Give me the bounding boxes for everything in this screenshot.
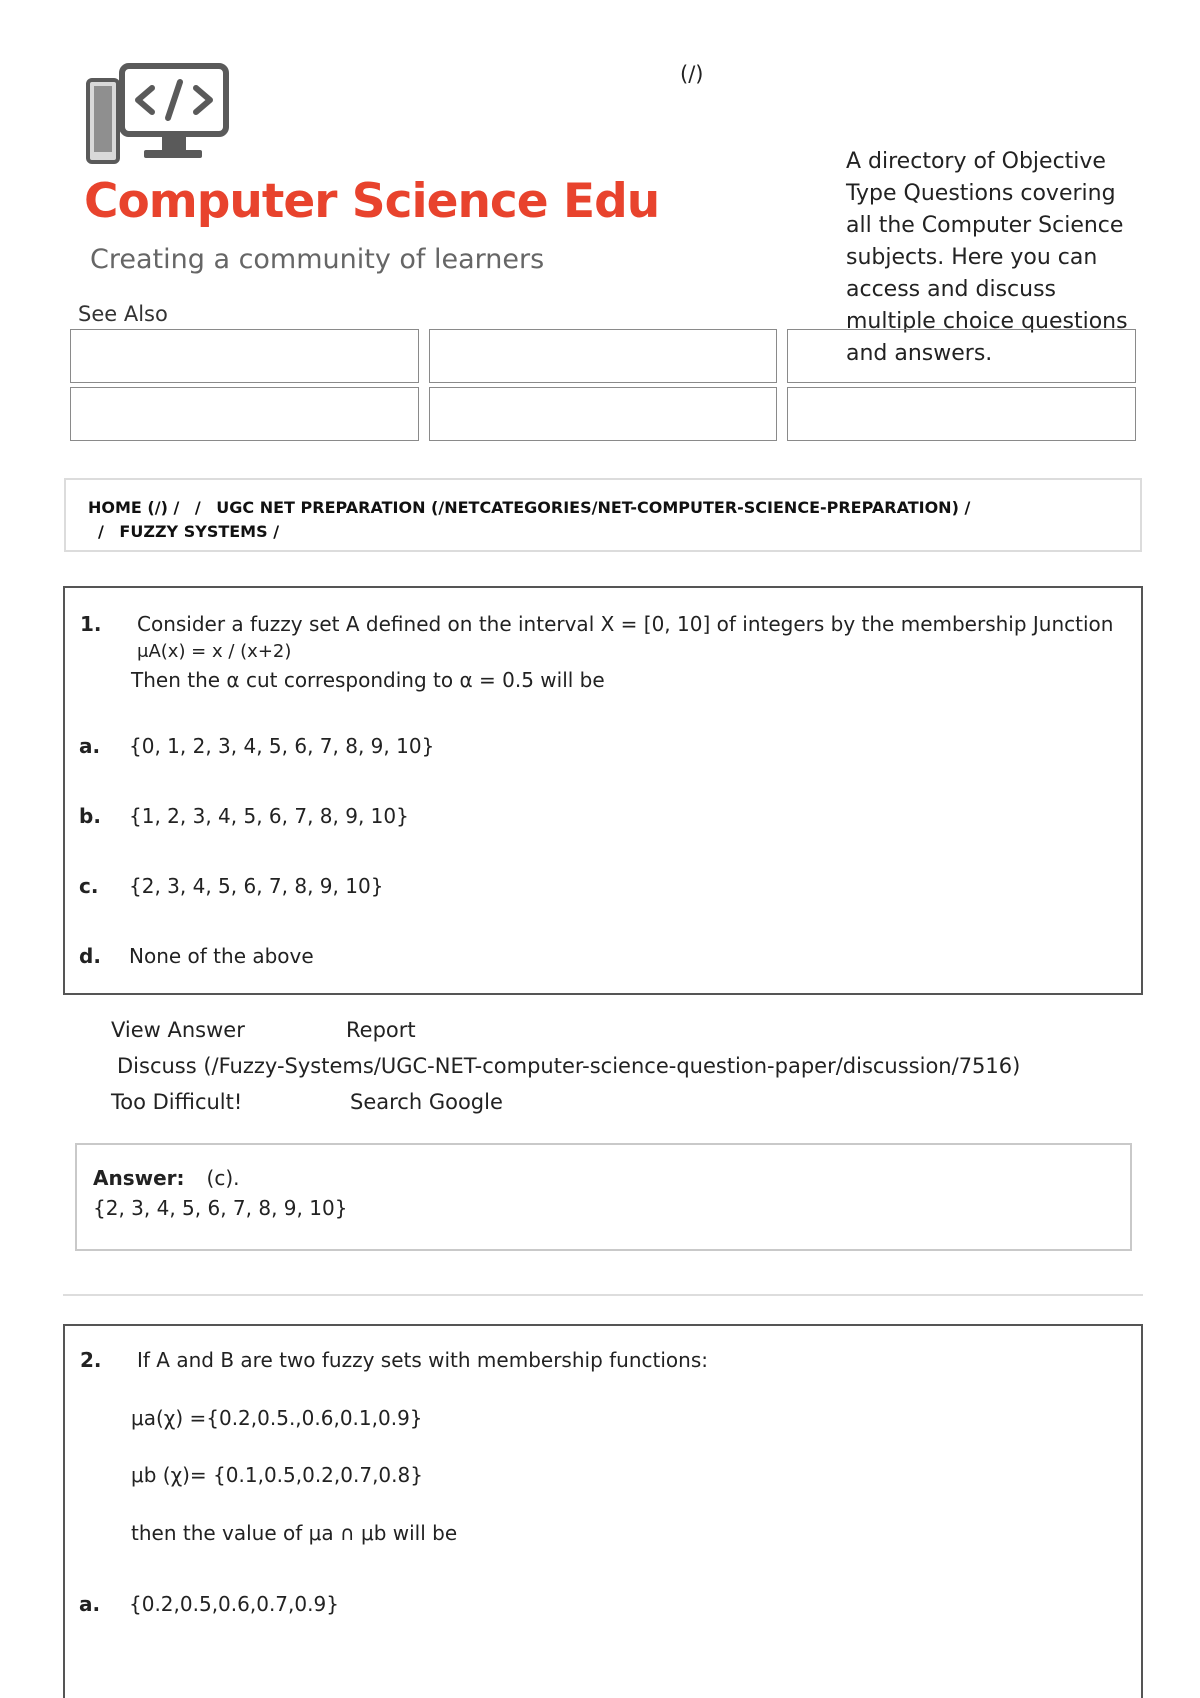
see-also-slot[interactable] <box>429 387 778 441</box>
answer-choice: (c). <box>206 1166 240 1190</box>
question-formula: μa(χ) ={0.2,0.5.,0.6,0.1,0.9} <box>131 1406 423 1430</box>
see-also-grid <box>70 329 1136 441</box>
option-letter: a. <box>79 734 101 758</box>
discuss-link[interactable]: Discuss (/Fuzzy-Systems/UGC-NET-computer-science-question-paper/discussion/7516) <box>117 1054 1021 1078</box>
option-letter: c. <box>79 874 99 898</box>
question-formula: μA(x) = x / (x+2) <box>137 641 292 662</box>
site-description: A directory of Objective Type Questions covering all the Computer Science subjects. Here you can access and discuss multiple choice questions and answers. <box>846 149 1128 366</box>
see-also-slot[interactable] <box>787 387 1136 441</box>
answer-label: Answer: <box>93 1166 185 1190</box>
question-card <box>63 1324 1143 1698</box>
see-also-label: See Also <box>78 302 168 326</box>
option-d[interactable]: None of the above <box>129 944 314 968</box>
question-number: 2. <box>80 1348 102 1372</box>
see-also-slot[interactable] <box>70 387 419 441</box>
option-c[interactable]: {2, 3, 4, 5, 6, 7, 8, 9, 10} <box>129 874 384 898</box>
divider <box>63 1294 1143 1296</box>
too-difficult-link[interactable]: Too Difficult! <box>111 1090 243 1114</box>
brand-tagline: Creating a community of learners <box>90 244 545 275</box>
option-a[interactable]: {0.2,0.5,0.6,0.7,0.9} <box>129 1592 339 1616</box>
question-number: 1. <box>80 612 102 636</box>
breadcrumb-fuzzy-systems[interactable]: FUZZY SYSTEMS / <box>119 522 280 541</box>
site-logo[interactable] <box>84 62 684 282</box>
question-text: then the value of μa ∩ μb will be <box>131 1521 458 1545</box>
question-text: Consider a fuzzy set A defined on the interval X = [0, 10] of integers by the membership Junction <box>137 612 1114 636</box>
option-letter: a. <box>79 1592 101 1616</box>
see-also-slot[interactable] <box>70 329 419 383</box>
question-text: If A and B are two fuzzy sets with membership functions: <box>137 1348 708 1372</box>
home-link[interactable]: (/) <box>680 62 704 86</box>
option-b[interactable]: {1, 2, 3, 4, 5, 6, 7, 8, 9, 10} <box>129 804 409 828</box>
see-also-slot[interactable] <box>787 329 1136 383</box>
option-letter: d. <box>79 944 101 968</box>
breadcrumb-ugc-net[interactable]: UGC NET PREPARATION (/NETCATEGORIES/NET-COMPUTER-SCIENCE-PREPARATION) / <box>216 498 971 517</box>
question-formula: μb (χ)= {0.1,0.5,0.2,0.7,0.8} <box>131 1463 423 1487</box>
breadcrumb-separator: / <box>98 522 104 541</box>
report-link[interactable]: Report <box>346 1018 416 1042</box>
option-letter: b. <box>79 804 101 828</box>
see-also-slot[interactable] <box>429 329 778 383</box>
breadcrumb-home[interactable]: HOME (/) / <box>88 498 180 517</box>
answer-text: {2, 3, 4, 5, 6, 7, 8, 9, 10} <box>93 1196 348 1220</box>
search-google-link[interactable]: Search Google <box>350 1090 503 1114</box>
question-text: Then the α cut corresponding to α = 0.5 will be <box>131 668 605 692</box>
breadcrumb-separator: / <box>194 498 201 517</box>
answer-panel <box>75 1143 1132 1251</box>
breadcrumb <box>64 478 1142 552</box>
brand-title: Computer Science Edu <box>84 174 660 229</box>
view-answer-link[interactable]: View Answer <box>111 1018 245 1042</box>
option-a[interactable]: {0, 1, 2, 3, 4, 5, 6, 7, 8, 9, 10} <box>129 734 435 758</box>
code-monitor-icon <box>86 62 236 174</box>
question-card <box>63 586 1143 995</box>
